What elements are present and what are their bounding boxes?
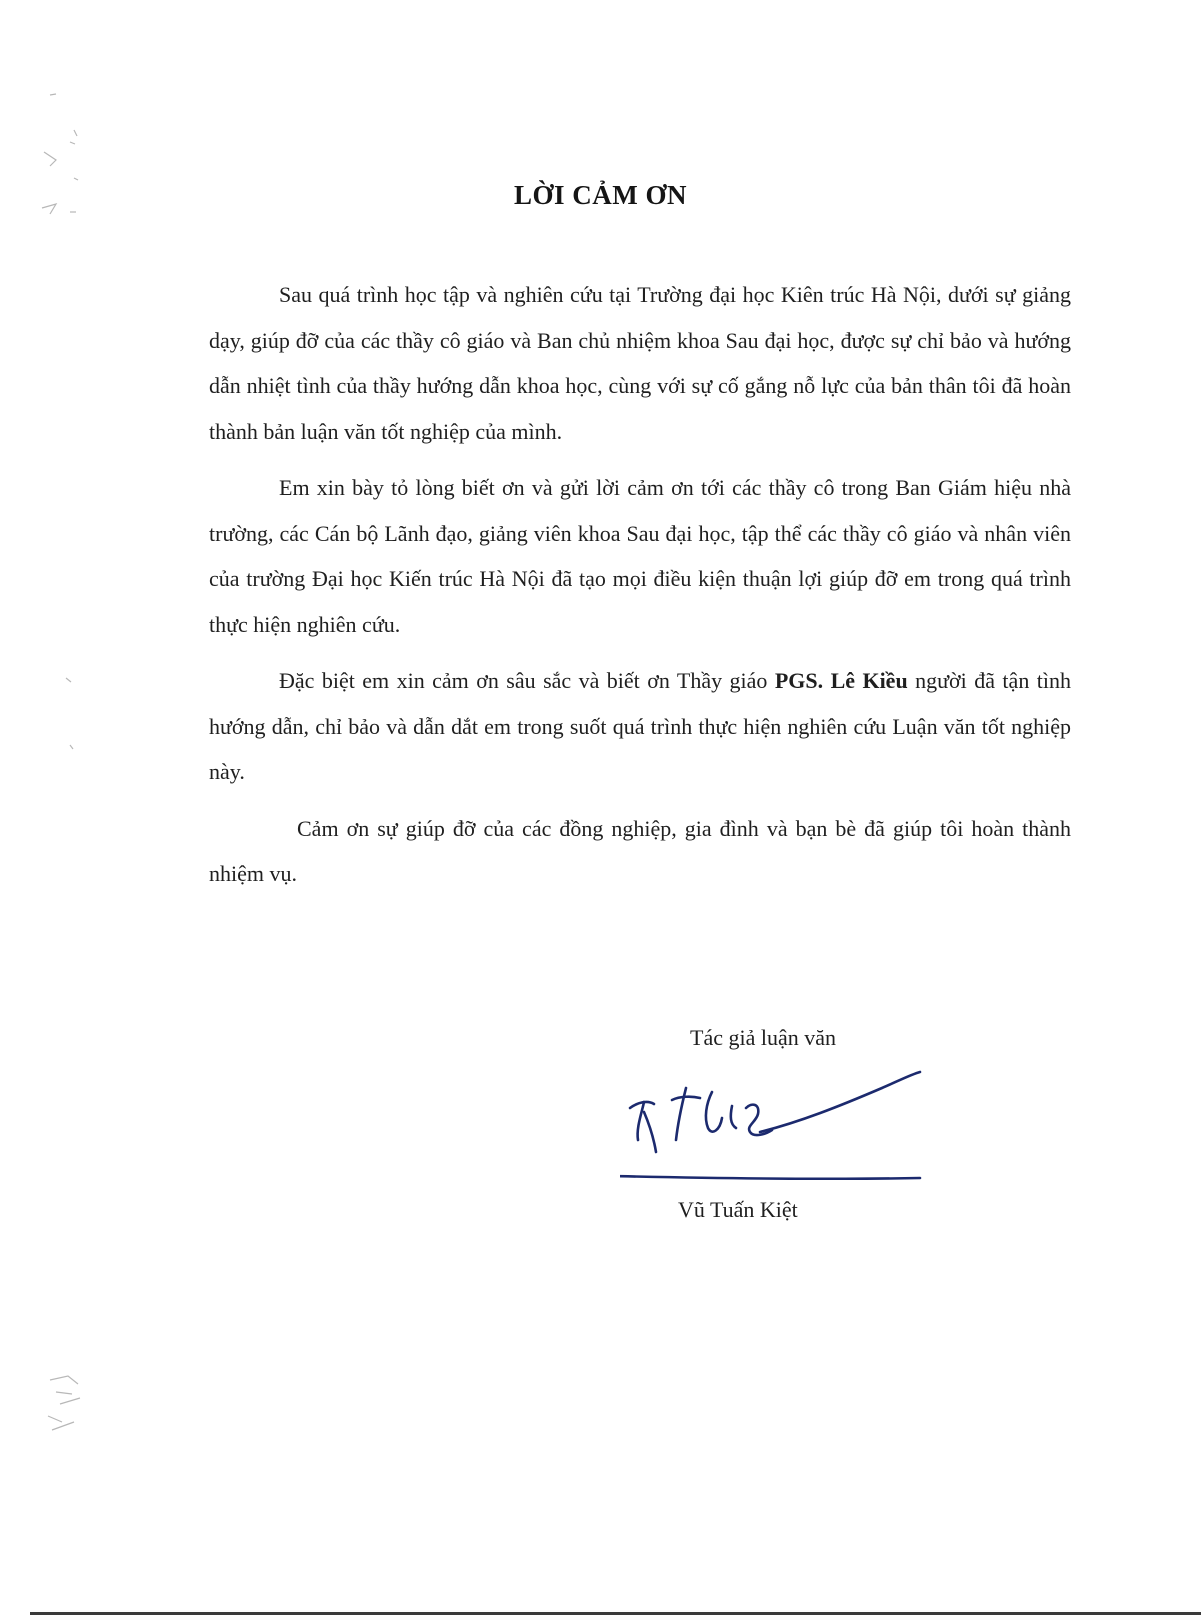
acknowledgement-body (209, 272, 1071, 908)
paragraph-3-rest: người đã tận tình hướng dẫn, chỉ bảo và dẫn dắt em trong suốt quá trình thực hiện nghiên cứu Luận văn tốt nghiệp này. (209, 668, 1071, 784)
author-name: Vũ Tuấn Kiệt (678, 1197, 798, 1222)
paragraph-4: Cảm ơn sự giúp đỡ của các đồng nghiệp, gia đình và bạn bè đã giúp tôi hoàn thành nhiệm vụ. (209, 815, 1071, 886)
paragraph-1: Sau quá trình học tập và nghiên cứu tại Trường đại học Kiên trúc Hà Nội, dưới sự giảng dạy, giúp đỡ của các thầy cô giáo và Ban chủ nhiệm khoa Sau đại học, được sự chỉ bảo và hướng dẫn nhiệt tình của thầy hướng dẫn khoa học, cùng với sự cố gắng nỗ lực của bản thân tôi đã hoàn thành bản luận văn tốt nghiệp của mình. (209, 282, 1071, 444)
paragraph-3-lead: Đặc biệt em xin cảm ơn sâu sắc và biết ơn Thầy giáo (279, 668, 775, 693)
scan-artifact-marks (0, 0, 120, 1618)
author-label: Tác giả luận văn (690, 1025, 836, 1050)
paragraph-2: Em xin bày tỏ lòng biết ơn và gửi lời cảm ơn tới các thầy cô trong Ban Giám hiệu nhà trường, các Cán bộ Lãnh đạo, giảng viên khoa Sau đại học, tập thể các thầy cô giáo và nhân viên của trường Đại học Kiến trúc Hà Nội đã tạo mọi điều kiện thuận lợi giúp đỡ em trong quá trình thực hiện nghiên cứu. (209, 475, 1071, 637)
paragraph-3 (209, 658, 1071, 795)
handwritten-signature (620, 1070, 950, 1180)
bottom-edge-line (30, 1612, 1201, 1615)
advisor-name: PGS. Lê Kiều (774, 668, 908, 693)
page-title: LỜI CẢM ƠN (514, 180, 687, 210)
